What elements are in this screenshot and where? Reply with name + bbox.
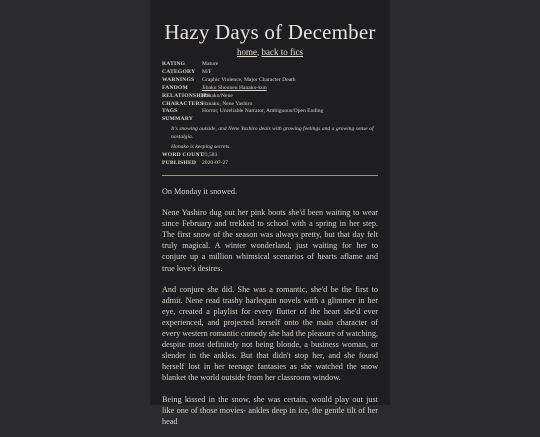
meta-category — [162, 69, 382, 77]
meta-key: WORD COUNT — [162, 151, 204, 158]
meta-value: 2020-07-27 — [202, 159, 229, 166]
summary-line-1: It's snowing outside, and Nene Yashiro deals with growing feelings and a growing sense of nostalgia. — [171, 126, 374, 141]
meta-summary — [162, 116, 382, 124]
home-link[interactable]: home — [237, 47, 257, 57]
meta-value: Horror, Unreliable Narrator, Ambiguous/Open Ending — [202, 108, 324, 115]
meta-value: Hanako/Nene — [202, 92, 233, 99]
meta-key: RATING — [162, 61, 186, 67]
meta-word-count — [162, 152, 382, 160]
meta-warnings — [162, 77, 382, 85]
meta-tags — [162, 108, 382, 116]
meta-key: FANDOM — [162, 84, 188, 91]
meta-key: CATEGORY — [162, 68, 196, 75]
meta-key: RELATIONSHIPS — [162, 92, 211, 99]
meta-fandom — [162, 85, 382, 93]
fandom-link[interactable]: Jibaku Shounen Hanako-kun — [202, 84, 267, 91]
back-to-fics-link[interactable]: back to fics — [261, 47, 303, 57]
meta-key: SUMMARY — [162, 116, 194, 123]
story-paragraph: Being kissed in the snow, she was certain, would play out just like one of those movies- ankles deep in ice, the gentle tilt of her head — [162, 394, 378, 426]
nav-separator: , — [257, 47, 262, 57]
summary-line-2: Hanako is keeping secrets. — [171, 143, 231, 150]
meta-key: CHARACTERS — [162, 100, 204, 107]
meta-value: Mature — [202, 61, 219, 67]
meta-value: Hanako, Nene Yashiro — [202, 100, 253, 107]
divider — [162, 175, 378, 176]
page-title: Hazy Days of December — [164, 20, 376, 44]
story-paragraph: And conjure she did. She was a romantic, she'd be the first to admit. Nene read trashy harlequin novels with a glimmer in her eye, created a playlist for every flutter of the heart she'd ever experienced, and projected herself onto the main character of every western romantic comedy she had the pleasure of watching, despite most definitely not being blonde, a business woman, or slender in the ankles. But that didn't stop her, and she found herself lost in her teenage fantasies as she watched the snow blanket the world outside from her classroom window. — [162, 284, 378, 383]
meta-value: M/F — [202, 68, 212, 75]
meta-key: WARNINGS — [162, 76, 195, 83]
nav-links — [150, 47, 390, 57]
meta-value: Graphic Violence, Major Character Death — [202, 76, 296, 83]
fic-metadata — [162, 61, 382, 168]
meta-published — [162, 160, 382, 168]
meta-key: TAGS — [162, 108, 178, 115]
meta-rating — [162, 61, 382, 69]
story-paragraph: Nene Yashiro dug out her pink boots she'd been waiting to wear since February and trekked to school with a spring in her step. The first snow of the season was always pretty, but that day felt truly magical. A winter wonderland, just waiting for her to conjure up a million whimsical scenarios of hearts aflame and true love's desires. — [162, 208, 378, 273]
meta-relationships — [162, 93, 382, 101]
meta-value: 23,583 — [202, 151, 218, 158]
story-paragraph: On Monday it snowed. — [162, 187, 238, 196]
meta-key: PUBLISHED — [162, 159, 197, 166]
meta-characters — [162, 101, 382, 109]
story-body — [162, 186, 378, 437]
